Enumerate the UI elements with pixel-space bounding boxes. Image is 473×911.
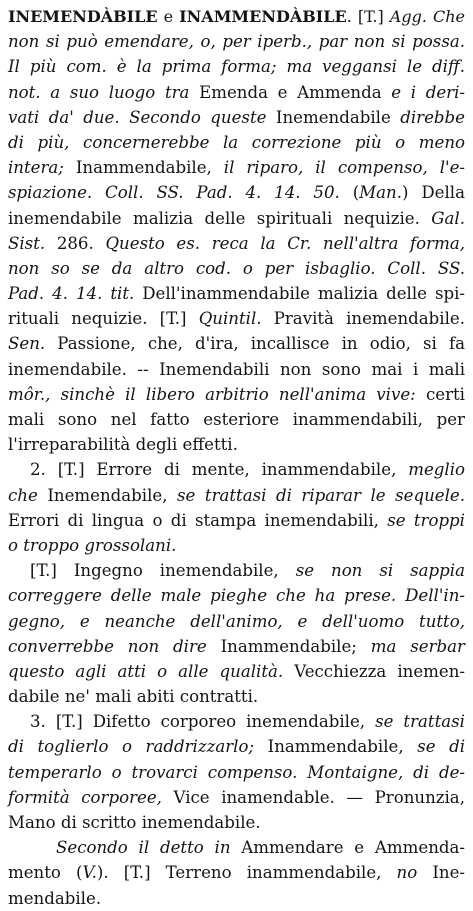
text-line [8,734,465,759]
text-run: Sist. [8,233,57,253]
text-line [8,432,465,457]
text-line [8,256,465,281]
text-run: o troppo grossolani. [8,535,177,555]
text-run: meglio [408,460,465,480]
text-run: Il più com. è la prima forma; ma veggansi le diff. [8,57,465,77]
text-run: ( [352,183,360,203]
text-run: se troppi [387,510,465,530]
text-run: rituali nequizie. [T.] [8,309,199,329]
text-run: Questo es. reca la Cr. nell'altra forma, [105,233,465,253]
text-line [8,331,465,356]
text-line [8,105,465,130]
text-run: Secondo il detto in [56,838,242,858]
text-run: . [T.] [346,7,390,26]
text-run: mali sono nel fatto esteriore inammendabili, per [8,410,465,429]
text-run: Vice inamendable. — Pronunzia, [173,787,465,807]
text-run: inemendabile malizia delle spirituali nequizie. [8,208,432,228]
text-run: non so se da altro cod. o per isbaglio. Coll. SS. [8,258,465,278]
text-line [8,810,465,835]
text-run: Pad. 4. 14. tit. [8,284,143,304]
text-run: di toglierlo o raddrizzarlo; [8,737,268,757]
text-run: inemendabile. -- Inemendabili non sono mai i mali [8,359,465,379]
text-line [8,886,465,911]
text-run: Gal. [431,208,465,228]
text-run: Ammendare e Ammenda- [241,838,465,858]
text-run: intera; [8,158,76,178]
text-run: ma serbar [370,636,465,656]
text-line [8,155,465,180]
text-run: [T.] Ingegno inemendabile, [30,561,296,581]
text-run: se non si sappia [295,561,466,581]
text-run: môr., sinchè il libero arbitrio nell'anima vive: [8,384,426,404]
text-line [8,760,465,785]
text-line [8,4,465,29]
text-line [8,382,465,407]
text-run: Dell'inammendabile malizia delle spi- [142,284,465,304]
text-run: il riparo, il compenso, l'e- [223,158,465,178]
text-run: Vecchiezza inemen- [294,661,466,681]
text-run: 286. [56,233,106,253]
text-run: Quintil. [198,309,274,329]
text-line [8,709,465,734]
text-line [8,684,465,709]
text-run: no [396,863,418,883]
text-run: di più, concernerebbe la correzione più o meno [8,132,465,152]
text-run: questo agli atti o alle qualità. [8,661,295,681]
text-line [8,306,465,331]
text-run: Inemendabile, [47,485,178,505]
text-run: ). [T.] Terreno inammendabile, [96,863,397,883]
text-run: Inammendabile, [75,158,224,178]
text-line [8,357,465,382]
text-run: dabile ne' mali abiti contratti. [8,687,259,707]
text-line [8,860,465,885]
text-run: non si può emendare, o, per iperb., par non si possa. [8,32,465,52]
text-run: se trattasi di riparar le sequele. [177,485,465,505]
text-run: Agg. Che [389,7,465,26]
text-run: vati da' due. Secondo queste [8,107,276,127]
text-run: se di [417,737,466,757]
text-line [8,835,465,860]
text-run: certi [425,384,465,404]
text-run: Ine- [417,863,465,883]
text-run: i deri- [410,82,466,102]
text-run: mendabile. [8,888,102,908]
text-run: formità corporee, [8,787,174,807]
text-run: correggere delle male pieghe che ha prese. Dell'in- [8,586,465,606]
text-run: INEMENDÀBILE [8,7,158,26]
text-line [8,558,465,583]
text-run: not. a suo luogo tra [8,82,200,102]
text-run: Pravità inemendabile. [273,309,465,329]
text-line [8,483,465,508]
text-run: che [8,485,48,505]
text-line [8,130,465,155]
text-line [8,533,465,558]
text-run: Mano di scritto inemendabile. [8,813,261,832]
text-run: se trattasi [375,712,465,732]
text-run: Inammendabile, [267,737,418,757]
text-line [8,785,465,810]
text-line [8,508,465,533]
text-run: Passione, che, d'ira, incallisce in odio, si fa [57,334,465,354]
text-line [8,457,465,482]
text-line [8,80,465,105]
text-line [8,54,465,79]
text-line [8,583,465,608]
text-run: mento ( [8,863,83,883]
text-line [8,206,465,231]
text-run: Errori di lingua o di stampa inemendabili, [8,510,388,530]
text-run: Inammendabile; [220,636,371,656]
text-line [8,407,465,432]
text-run: gegno, e neanche dell'animo, e dell'uomo tutto, [8,611,465,631]
text-run: e [381,82,411,102]
text-run: Man. [359,183,403,203]
text-run: e [157,7,180,26]
text-run: converrebbe non dire [8,636,221,656]
text-line [8,609,465,634]
text-run: temperarlo o trovarci compenso. Montaigne, di de- [8,762,465,782]
text-run: INAMMENDÀBILE [179,7,347,26]
text-line [8,231,465,256]
text-run: l'irreparabilità degli effetti. [8,435,238,455]
text-run: Emenda e Ammenda [199,82,382,102]
text-run: Sen. [8,334,58,354]
text-line [8,180,465,205]
text-run: ) Della [402,183,465,203]
text-run: direbbe [390,107,465,127]
text-line [8,659,465,684]
text-line [8,281,465,306]
text-run: 3. [T.] Difetto corporeo inemendabile, [30,712,376,732]
text-run: 2. [T.] Errore di mente, inammendabile, [30,460,409,480]
text-line [8,29,465,54]
text-run: Inemendabile [275,107,391,127]
text-line [8,634,465,659]
text-run: V. [82,863,97,883]
text-run: spiazione. Coll. SS. Pad. 4. 14. 50. [8,183,353,203]
